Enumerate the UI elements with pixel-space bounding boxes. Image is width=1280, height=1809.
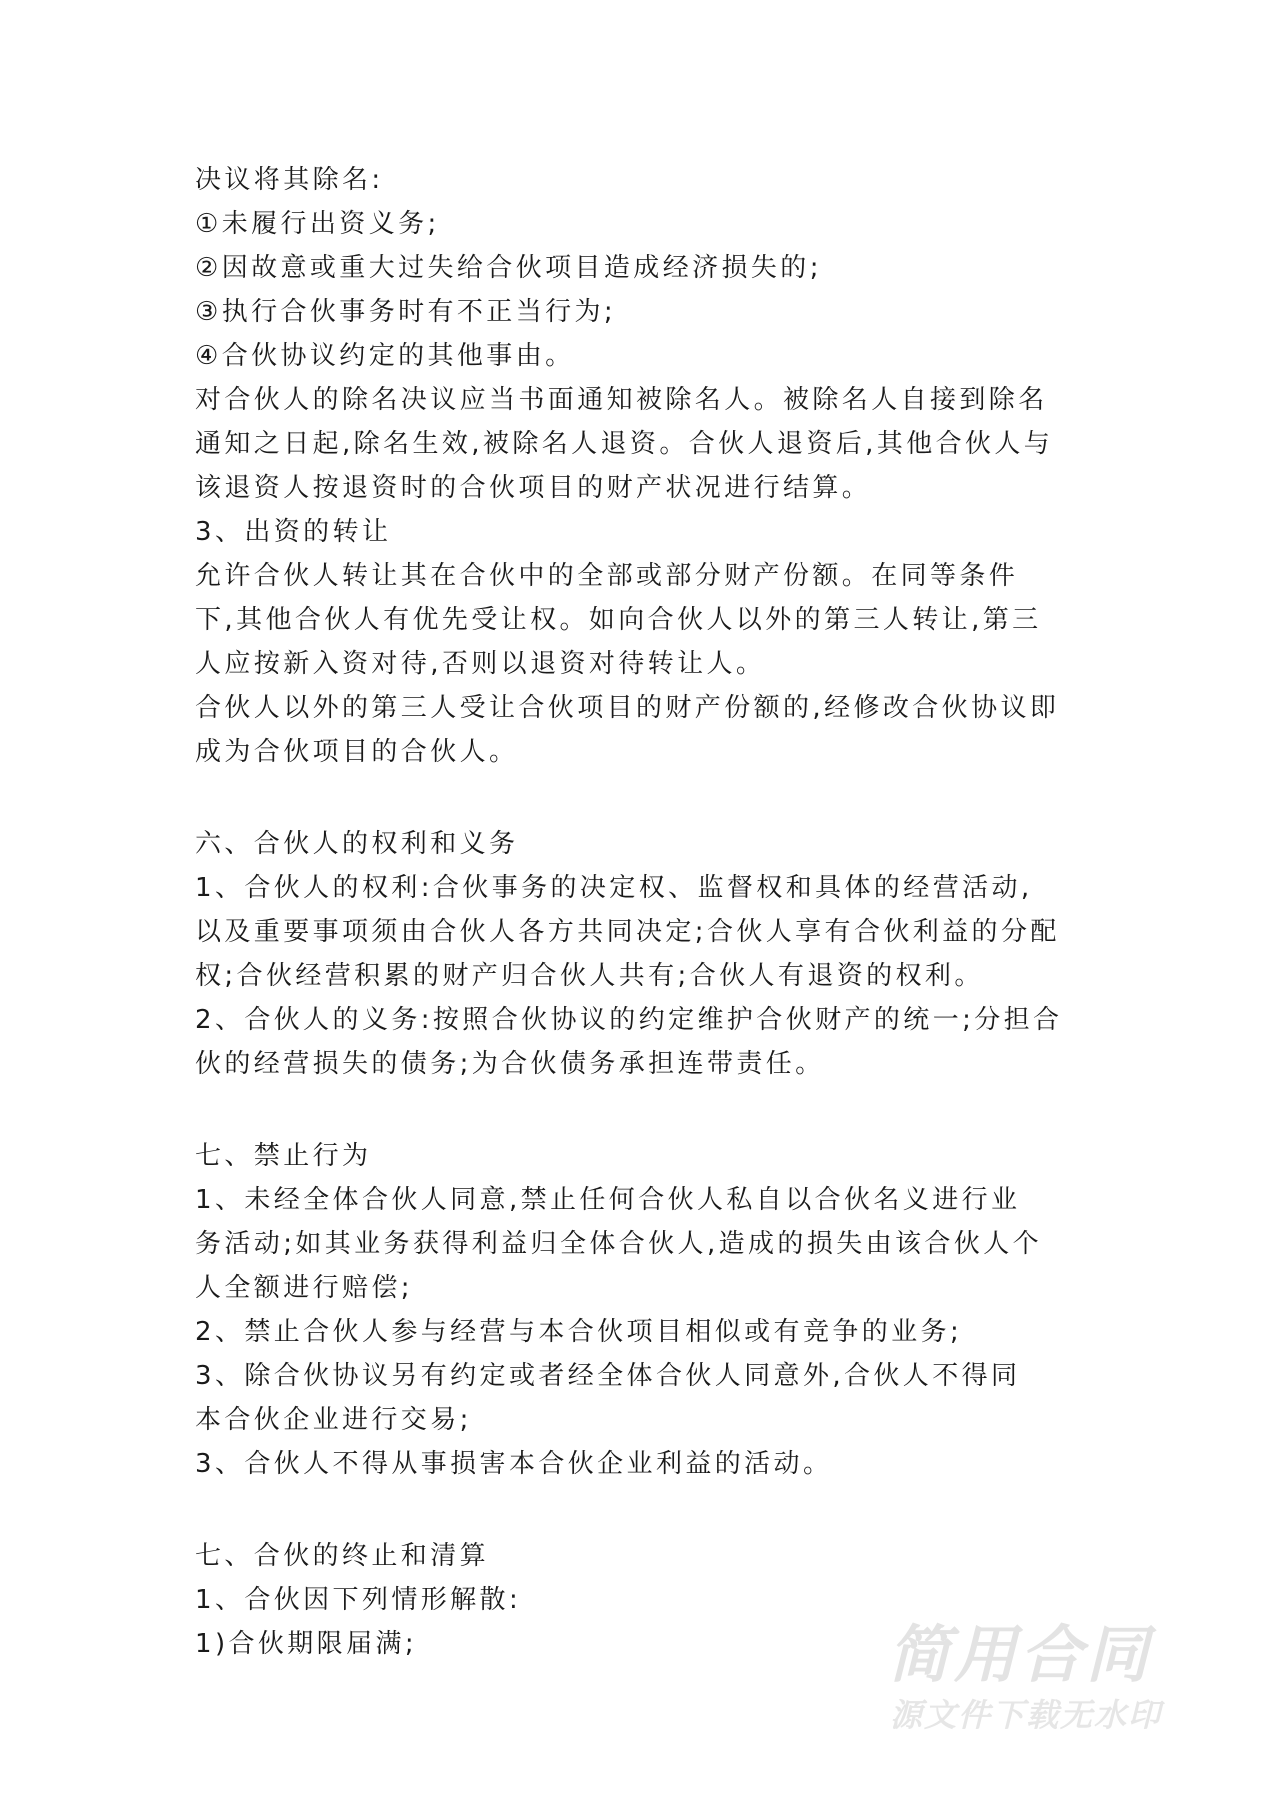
text-line: ④合伙协议约定的其他事由。 bbox=[195, 341, 575, 371]
text-line: 权;合伙经营积累的财产归合伙人共有;合伙人有退资的权利。 bbox=[195, 961, 984, 991]
text-line: 1)合伙期限届满; bbox=[195, 1629, 418, 1659]
text-line: 3、合伙人不得从事损害本合伙企业利益的活动。 bbox=[195, 1449, 833, 1479]
text-line: 以及重要事项须由合伙人各方共同决定;合伙人享有合伙利益的分配 bbox=[195, 917, 1060, 947]
watermark-logo: 简用合同 bbox=[888, 1618, 1153, 1691]
text-line: ②因故意或重大过失给合伙项目造成经济损失的; bbox=[195, 253, 822, 283]
watermark-subtitle: 源文件下载无水印 bbox=[890, 1696, 1163, 1734]
text-line: 该退资人按退资时的合伙项目的财产状况进行结算。 bbox=[195, 473, 872, 503]
text-line: 六、合伙人的权利和义务 bbox=[195, 829, 519, 859]
text-line: 本合伙企业进行交易; bbox=[195, 1405, 472, 1435]
text-line: 1、合伙人的权利:合伙事务的决定权、监督权和具体的经营活动, bbox=[195, 873, 1033, 903]
blank-line bbox=[195, 1486, 1095, 1534]
text-line: 1、未经全体合伙人同意,禁止任何合伙人私自以合伙名义进行业 bbox=[195, 1185, 1021, 1215]
document-body bbox=[195, 158, 1095, 1666]
text-line: 2、禁止合伙人参与经营与本合伙项目相似或有竞争的业务; bbox=[195, 1317, 963, 1347]
text-line: 3、出资的转让 bbox=[195, 517, 392, 547]
text-line: 成为合伙项目的合伙人。 bbox=[195, 737, 519, 767]
text-line: 通知之日起,除名生效,被除名人退资。合伙人退资后,其他合伙人与 bbox=[195, 429, 1054, 459]
blank-line bbox=[195, 774, 1095, 822]
text-line: 对合伙人的除名决议应当书面通知被除名人。被除名人自接到除名 bbox=[195, 385, 1048, 415]
text-line: 1、合伙因下列情形解散: bbox=[195, 1585, 522, 1615]
text-line: 伙的经营损失的债务;为合伙债务承担连带责任。 bbox=[195, 1049, 825, 1079]
text-line: 允许合伙人转让其在合伙中的全部或部分财产份额。在同等条件 bbox=[195, 561, 1019, 591]
blank-line bbox=[195, 1086, 1095, 1134]
text-line: 下,其他合伙人有优先受让权。如向合伙人以外的第三人转让,第三 bbox=[195, 605, 1042, 635]
text-line: 3、除合伙协议另有约定或者经全体合伙人同意外,合伙人不得同 bbox=[195, 1361, 1021, 1391]
text-line: 七、禁止行为 bbox=[195, 1141, 372, 1171]
text-line: 人全额进行赔偿; bbox=[195, 1273, 413, 1303]
text-line: ①未履行出资义务; bbox=[195, 209, 440, 239]
text-line: 人应按新入资对待,否则以退资对待转让人。 bbox=[195, 649, 766, 679]
text-line: 2、合伙人的义务:按照合伙协议的约定维护合伙财产的统一;分担合 bbox=[195, 1005, 1063, 1035]
text-line: ③执行合伙事务时有不正当行为; bbox=[195, 297, 617, 327]
text-line: 务活动;如其业务获得利益归全体合伙人,造成的损失由该合伙人个 bbox=[195, 1229, 1043, 1259]
text-line: 合伙人以外的第三人受让合伙项目的财产份额的,经修改合伙协议即 bbox=[195, 693, 1060, 723]
text-line: 七、合伙的终止和清算 bbox=[195, 1541, 490, 1571]
text-line: 决议将其除名: bbox=[195, 165, 384, 195]
